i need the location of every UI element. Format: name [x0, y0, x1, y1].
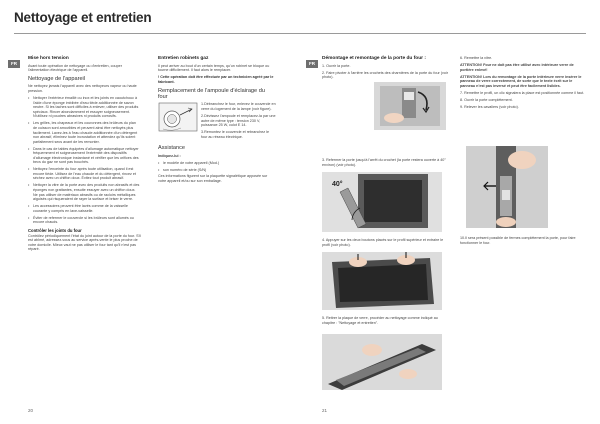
door-step: 10.Il sera présent possible de fermes complètement la porte, pour faire fonctionner le four. [460, 236, 576, 245]
glass-removal-photo [322, 334, 442, 390]
note-technician: ! Cette opération doit être effectuée par un technicien agréé par le fabricant. [158, 75, 274, 85]
warning-glass-removed: ATTENTION! Four ne doit pas être utilisé avec intérieure verre de portière enlevé! [460, 63, 574, 72]
door-angle-photo [322, 172, 442, 232]
header-rule [14, 33, 586, 34]
language-badge-right: FR [306, 60, 318, 68]
oven-lamp-figure [158, 102, 198, 132]
bulb-steps [201, 102, 276, 142]
list-item: • Nettoyer la vitre de la porte avec des produits non abrasifs et des éponges non grattantes, ensuite essuyer avec un chiffon doux. Ne pas utiliser de matériaux abrasifs ou de racloirs métalliques aiguisés qui risqueraient de rayer la surface et briser le verre. [28, 183, 141, 201]
list-item: • Éviter de refermer le couvercle si les brûleurs sont allumés ou encore chauds. [28, 216, 141, 225]
profile-photo [322, 252, 442, 310]
door-step-4-block [322, 238, 448, 250]
bulb-step: 1.Débranchez le four, enlevez le couvercle en verre du logement de la lampe (voir figure). [201, 102, 276, 112]
bulb-step: 2.Dévissez l'ampoule et remplacez-la par une autre de même type : tension 230 V, puissance 25 W, culot E 14. [201, 114, 276, 128]
text-power-off: Avant toute opération de nettoyage ou d'entretien, couper l'alimentation électrique de l'appareil. [28, 63, 122, 73]
bulb-section [158, 102, 276, 142]
list-item: • Les accessoires peuvent être lavés comme de la vaisselle courante y compris en lave-vaisselle. [28, 204, 141, 213]
door-step: 7. Remettre le profil, un clic signalera la place est positionnée comme il faut. [460, 91, 585, 96]
angle-label: 40° [332, 181, 343, 188]
heading-power-off: Mise hors tension [28, 56, 69, 61]
text-assistance: Ces informations figurent sur la plaquette signalétique apposée sur votre appareil et/ou sur son emballage. [158, 174, 268, 184]
door-step: 4. Appuyer sur les deux boutons placés sur le profil supérieur et extraire le profil (voir photo). [322, 238, 444, 247]
assistance-label: Indiquez-lui : [158, 153, 181, 158]
language-badge-left: FR [8, 60, 20, 68]
heading-cleaning: Nettoyage de l'appareil [28, 75, 86, 82]
column-door [322, 56, 448, 83]
door-step: 2. Faire pivoter à l'arrière les crochets des charnières de la porte du four (voir photo). [322, 70, 448, 80]
list-item: • Nettoyer l'extérieur émaillé ou inox et les joints en caoutchouc à l'aide d'une éponge imbibée d'eau tiède additionnée de savon neutre. Si les taches sont difficiles à enlever, utiliser des produits spéciaux. Rincer abondamment et essuyer soigneusement. N'utilisez ni poudres abrasives ni produits corrosifs. [28, 96, 141, 119]
list-item: • son numéro de série (S/N) [158, 168, 276, 173]
door-step-10-block [460, 236, 586, 248]
hinge-photo [374, 82, 446, 130]
page-number-right: 21 [322, 408, 328, 413]
bulb-step: 3.Remontez le couvercle et rebranchez le four au réseau électrique. [201, 130, 270, 140]
list-item: • Dans le cas de tables équipées d'allumage automatique nettoyer fréquemment et soigneusement l'extrémité des dispositifs d'allumage électronique instantané et vérifier que les orifices des becs du gaz ne sont pas bouchés. [28, 147, 141, 165]
assistance-list [158, 161, 276, 172]
text-cleaning-intro: Ne nettoyez jamais l'appareil avec des nettoyeurs vapeur ou haute pression. [28, 84, 137, 93]
door-step-5-block [322, 316, 448, 328]
heading-assistance: Assistance [158, 145, 186, 152]
heading-bulb: Remplacement de l'ampoule d'éclairage du four [158, 87, 265, 101]
door-step-3-block [322, 158, 448, 170]
heading-gas-taps: Entretien robinets gaz [158, 56, 209, 61]
list-item: • Les grilles, les chapeaux et les couronnes des brûleurs du plan de cuisson sont amovibles et peuvent ainsi être nettoyés plus facilement. Lavez-les à l'eau chaude additionnée d'un détergent non abrasif, éliminez toute incrustation et attendez qu'ils soient parfaitement secs avant de les remonter. [28, 121, 141, 144]
column-maintenance [158, 56, 276, 186]
list-item: • Nettoyez l'enceinte du four après toute utilisation, quand il est encore tiède. Utilisez de l'eau chaude et du détergent, rincez et séchez avec un chiffon doux. Évitez tout produit abrasif. [28, 167, 141, 181]
door-step: 6. Remettre la vitre. [460, 56, 493, 60]
door-step: 1. Ouvrir la porte. [322, 63, 351, 68]
heading-door: Démontage et remontage de la porte du four : [322, 56, 426, 61]
text-gas-taps: Il peut arriver au bout d'un certain temps, qu'un robinet se bloque ou tourne difficilement. Il faut alors le remplacer. [158, 63, 270, 73]
cleaning-list [28, 96, 141, 225]
door-step: 5. Retirer la plaque de verre, procéder au nettoyage comme indiqué au chapitre : "Nettoyage et entretien". [322, 316, 438, 325]
warning-glass-orientation: ATTENTION! Lors du remontage de la porte intérieure verre insérer le panneau de verre correctement, de sorte que le texte écrit sur le panneau n'est pas inversé et peut être facilement lisibles. [460, 74, 582, 88]
list-item: • le modèle de votre appareil (Mod.) [158, 161, 276, 166]
heading-seals: Contrôler les joints du four [28, 227, 82, 233]
column-cleaning [28, 56, 141, 255]
page-title: Nettoyage et entretien [14, 10, 152, 25]
door-step: 9. Relever les cavaliers (voir photo). [460, 105, 519, 110]
column-door-refit [460, 56, 586, 112]
text-seals: Contrôlez périodiquement l'état du joint autour de la porte du four. S'il est abîmé, adressez-vous au service après-vente le plus proche de votre domicile. Mieux vaut ne pas utiliser le four tant qu'il n'est pas réparé. [28, 233, 141, 252]
door-step: 8. Ouvrir la porte complètement. [460, 98, 513, 103]
door-step: 3. Refermer la porte jusqu'à l'arrêt du crochet (la porte restera ouverte à 40° environ) (voir photo). [322, 158, 446, 167]
page-number-left: 20 [28, 408, 34, 413]
latch-photo [466, 146, 548, 228]
